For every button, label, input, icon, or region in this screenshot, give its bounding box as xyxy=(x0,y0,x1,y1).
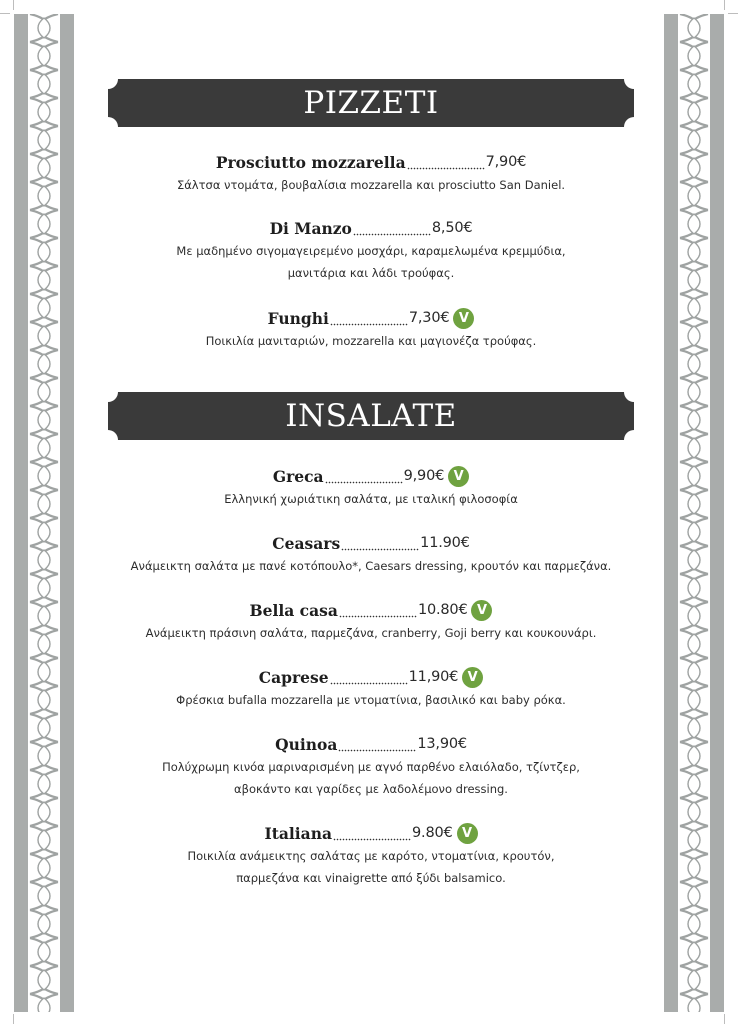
crop-mark xyxy=(724,1014,725,1024)
item-name: Italiana xyxy=(264,823,333,843)
insalate-section xyxy=(108,464,634,889)
menu-item xyxy=(108,598,634,644)
item-description: Ποικιλία ανάμεικτης σαλάτας με καρότο, ντοματίνια, κρουτόν, xyxy=(187,849,555,863)
menu-item xyxy=(108,665,634,711)
item-name: Ceasars xyxy=(272,533,341,553)
item-name: Greca xyxy=(272,466,324,486)
dot-leader xyxy=(339,604,417,618)
item-name: Di Manzo xyxy=(269,218,352,238)
section-title: INSALATE xyxy=(285,398,457,434)
vegetarian-badge-icon: V xyxy=(462,667,483,688)
item-price: 7,90€ xyxy=(485,154,527,170)
item-price: 7,30€ xyxy=(408,310,450,326)
item-description: παρμεζάνα και vinaigrette από ξύδι balsamico. xyxy=(236,871,506,885)
menu-item xyxy=(108,306,634,352)
item-name: Prosciutto mozzarella xyxy=(215,152,406,172)
crop-mark xyxy=(13,0,14,10)
item-name: Caprese xyxy=(258,667,329,687)
dot-leader xyxy=(330,312,408,326)
item-description: Ανάμεικτη πράσινη σαλάτα, παρμεζάνα, cranberry, Goji berry και κουκουνάρι. xyxy=(145,626,597,640)
item-description: Ανάμεικτη σαλάτα με πανέ κοτόπουλο*, Caesars dressing, κρουτόν και παρμεζάνα. xyxy=(130,559,612,573)
dot-leader xyxy=(325,470,403,484)
item-price: 11,90€ xyxy=(408,669,459,685)
item-description: Πολύχρωμη κινόα μαριναρισμένη με αγνό παρθένο ελαιόλαδο, τζίντζερ, xyxy=(162,760,580,774)
dot-leader xyxy=(333,827,411,841)
item-description: Σάλτσα ντομάτα, βουβαλίσια mozzarella και prosciutto San Daniel. xyxy=(176,178,566,192)
vegetarian-badge-icon: V xyxy=(453,308,474,329)
item-description: Ελληνική χωριάτικη σαλάτα, με ιταλική φιλοσοφία xyxy=(224,492,518,506)
item-description: μανιτάρια και λάδι τρούφας. xyxy=(287,266,455,280)
dot-leader xyxy=(341,537,419,551)
menu-item xyxy=(108,732,634,800)
dot-leader xyxy=(330,671,408,685)
vegetarian-badge-icon: V xyxy=(457,823,478,844)
pizzeti-banner xyxy=(108,79,634,127)
item-price: 10.80€ xyxy=(417,602,468,618)
item-name: Funghi xyxy=(267,308,329,328)
item-name: Quinoa xyxy=(275,734,338,754)
menu-item xyxy=(108,216,634,284)
right-rope-border xyxy=(664,14,724,1012)
left-rope-border xyxy=(14,14,74,1012)
item-description: Με μαδημένο σιγομαγειρεμένο μοσχάρι, καραμελωμένα κρεμμύδια, xyxy=(176,244,566,258)
dot-leader xyxy=(353,222,431,236)
dot-leader xyxy=(407,156,485,170)
dot-leader xyxy=(338,738,416,752)
crop-mark xyxy=(728,13,738,14)
menu-item xyxy=(108,821,634,889)
item-price: 9,90€ xyxy=(403,468,445,484)
menu-item xyxy=(108,150,634,196)
vegetarian-badge-icon: V xyxy=(448,466,469,487)
menu-item xyxy=(108,531,634,577)
item-description: Ποικιλία μανιταριών, mozzarella και μαγιονέζα τρούφας. xyxy=(205,334,537,348)
item-price: 13,90€ xyxy=(417,736,467,752)
item-price: 11.90€ xyxy=(420,535,470,551)
crop-mark xyxy=(724,0,725,10)
item-name: Bella casa xyxy=(249,600,338,620)
crop-mark xyxy=(0,13,10,14)
section-title: PIZZETI xyxy=(303,85,439,121)
menu-item xyxy=(108,464,634,510)
insalate-banner xyxy=(108,392,634,440)
pizzeti-section xyxy=(108,150,634,352)
item-price: 9.80€ xyxy=(412,825,453,841)
item-price: 8,50€ xyxy=(431,220,473,236)
vegetarian-badge-icon: V xyxy=(471,600,492,621)
item-description: Φρέσκια bufalla mozzarella με ντοματίνια, βασιλικό και baby ρόκα. xyxy=(176,693,566,707)
crop-mark xyxy=(13,1014,14,1024)
item-description: αβοκάντο και γαρίδες με λαδολέμονο dressing. xyxy=(234,782,508,796)
